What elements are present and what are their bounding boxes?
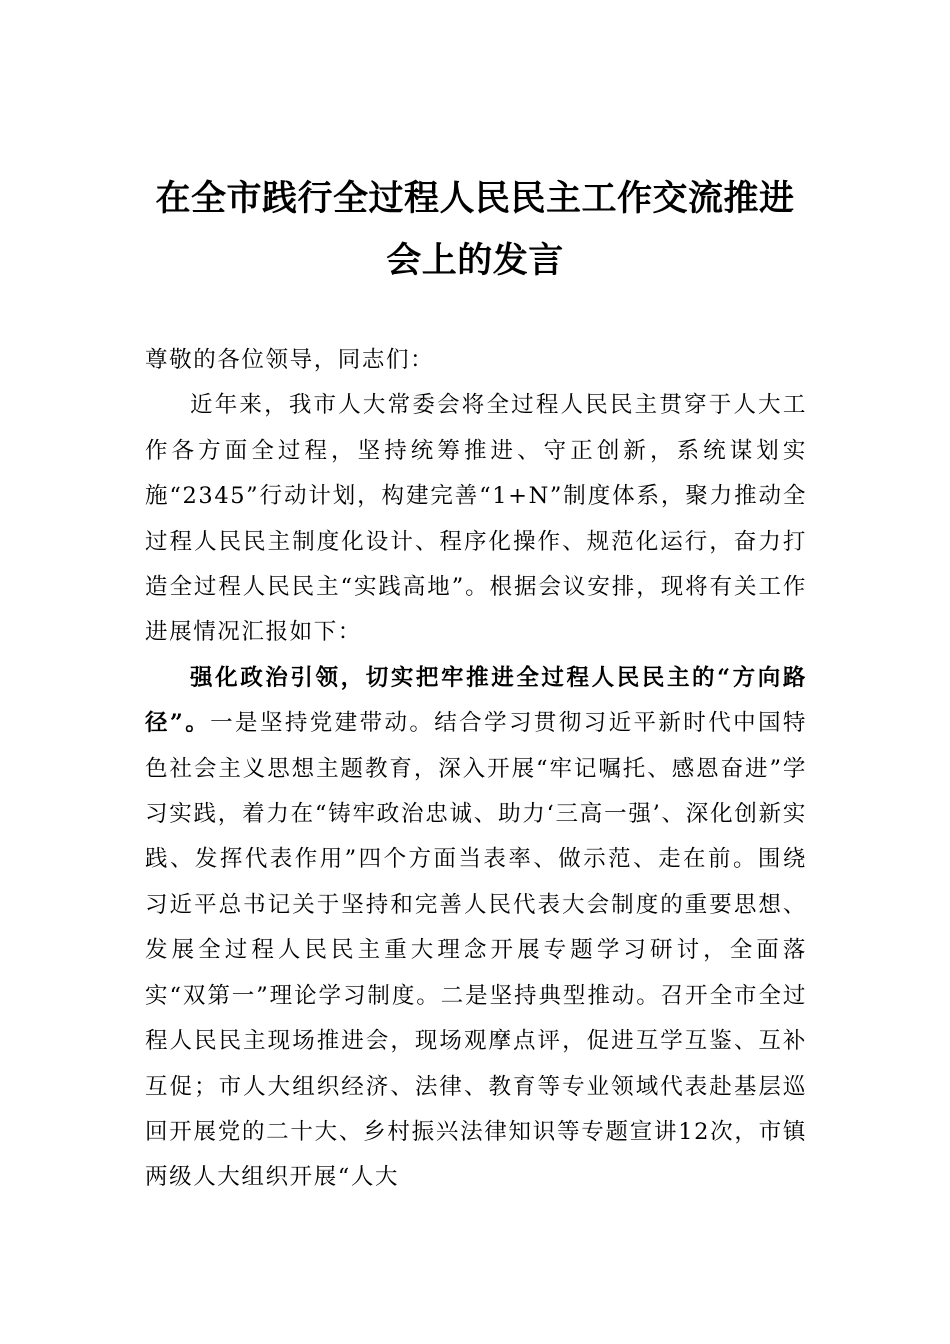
paragraph-political-leadership: [145, 656, 807, 1201]
title-line-1: 在全市践行全过程人民民主工作交流推进: [155, 178, 795, 219]
salutation: 尊敬的各位领导，同志们：: [145, 347, 435, 373]
document-body: [145, 338, 807, 1201]
document-title: [120, 168, 830, 292]
paragraph-intro: 近年来，我市人大常委会将全过程人民民主贯穿于人大工作各方面全过程，坚持统筹推进、守正创新，系统谋划实施“2345”行动计划，构建完善“1+N”制度体系，聚力推动全过程人民民主制度化设计、程序化操作、规范化运行，奋力打造全过程人民民主“实践高地”。根据会议安排，现将有关工作进展情况汇报如下：: [145, 392, 807, 646]
paragraph-body-text: 一是坚持党建带动。结合学习贯彻习近平新时代中国特色社会主义思想主题教育，深入开展“牢记嘱托、感恩奋进”学习实践，着力在“铸牢政治忠诚、助力‘三高一强’、深化创新实践、发挥代表作用”四个方面当表率、做示范、走在前。围绕习近平总书记关于坚持和完善人民代表大会制度的重要思想、发展全过程人民民主重大理念开展专题学习研讨，全面落实“双第一”理论学习制度。二是坚持典型推动。召开全市全过程人民民主现场推进会，现场观摩点评，促进互学互鉴、互补互促；市人大组织经济、法律、教育等专业领域代表赴基层巡回开展党的二十大、乡村振兴法律知识等专题宣讲12次，市镇两级人大组织开展“人大: [145, 710, 807, 1191]
paragraph-lead-heading: 强化政治引领，切实把牢推进全过程人民民主的“方向路径”。: [145, 664, 807, 737]
title-line-2: 会上的发言: [386, 240, 564, 281]
